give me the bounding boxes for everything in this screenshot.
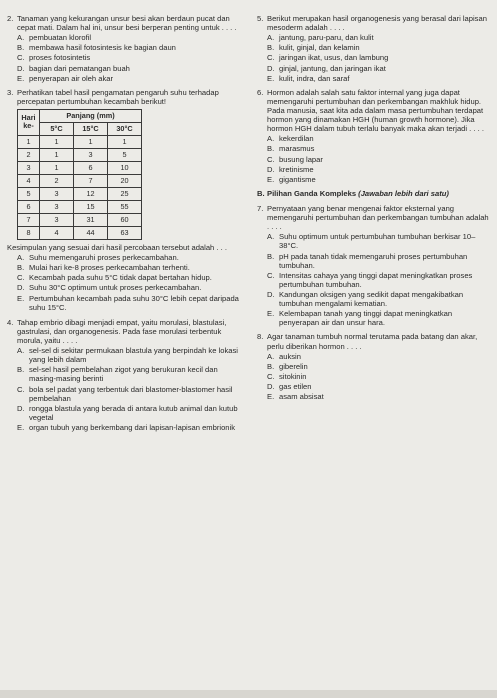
option-c[interactable]: C. sitokinin: [267, 371, 307, 381]
option-e[interactable]: E. Pertumbuhan kecambah pada suhu 30°C lebih cepat daripada suhu 15°C.: [17, 293, 239, 312]
option-d[interactable]: D. ginjal, jantung, dan jaringan ikat: [267, 63, 386, 73]
question-number: 2.: [7, 14, 14, 23]
option-c[interactable]: C. bola sel padat yang terbentuk dari blastomer-blastomer hasil pembelahan: [17, 384, 233, 403]
section-note: (Jawaban lebih dari satu): [358, 188, 449, 198]
option-d[interactable]: D. bagian dari pematangan buah: [17, 63, 130, 73]
question-text: Agar tanaman tumbuh normal terutama pada batang dan akar, perlu diberikan hormon . . . .: [267, 332, 478, 351]
option-b[interactable]: B. kulit, ginjal, dan kelamin: [267, 43, 360, 53]
option-d[interactable]: D. gas etilen: [267, 381, 312, 391]
option-a[interactable]: A. jantung, paru-paru, dan kulit: [267, 33, 374, 43]
left-column: [7, 14, 243, 437]
question-3-options: [17, 253, 243, 312]
question-text: Tahap embrio dibagi menjadi empat, yaitu morulasi, blastulasi, gastrulasi, dan organogenesis. Pada fase morulasi terbentuk morula, yaitu . . . .: [17, 317, 227, 345]
section-title: Pilihan Ganda Kompleks: [267, 188, 357, 198]
option-e[interactable]: E. asam absisat: [267, 392, 324, 402]
right-column: [257, 14, 489, 406]
conclusion-text: Kesimpulan yang sesuai dari hasil percobaan tersebut adalah . . .: [7, 242, 227, 252]
option-b[interactable]: B. pH pada tanah tidak memengaruhi proses pertumbuhan tumbuhan.: [267, 251, 468, 270]
question-number: 6.: [257, 87, 264, 97]
question-5: [257, 14, 489, 83]
option-c[interactable]: C. busung lapar: [267, 154, 323, 164]
question-2: [7, 14, 243, 83]
question-text: Tanaman yang kekurangan unsur besi akan berdaun pucat dan cepat mati. Dalam hal ini, unsur besi berperan penting untuk . . . .: [17, 14, 237, 33]
option-a[interactable]: A. kekerdilan: [267, 134, 314, 144]
option-a[interactable]: A. Suhu optimum untuk pertumbuhan tumbuhan berkisar 10–38°C.: [267, 232, 476, 251]
table-row: 6 3 15 55: [18, 200, 142, 213]
option-a[interactable]: A. pembuatan klorofil: [17, 33, 92, 43]
table-row: 1 1 1 1: [18, 135, 142, 148]
option-b[interactable]: B. Mulai hari ke-8 proses perkecambahan terhenti.: [17, 263, 190, 273]
option-a[interactable]: A. auksin: [267, 351, 301, 361]
option-c[interactable]: C. proses fotosintetis: [17, 53, 91, 63]
question-number: 5.: [257, 14, 264, 23]
question-3: [7, 88, 243, 240]
question-6: [257, 88, 489, 184]
question-8: [257, 332, 489, 401]
table-row: 3 1 6 10: [18, 161, 142, 174]
option-d[interactable]: D. kretinisme: [267, 164, 314, 174]
option-e[interactable]: E. gigantisme: [267, 174, 316, 184]
option-a[interactable]: A. Suhu memengaruhi proses perkecambahan.: [17, 253, 179, 263]
option-b[interactable]: B. marasmus: [267, 144, 315, 154]
option-b[interactable]: B. sel-sel hasil pembelahan zigot yang berukuran kecil dan masing-masing berinti: [17, 365, 218, 384]
header-5c: 5°C: [40, 122, 74, 135]
header-15c: 15°C: [74, 122, 108, 135]
table-row: 5 3 12 25: [18, 187, 142, 200]
option-d[interactable]: D. rongga blastula yang berada di antara kutub animal dan kutub vegetal: [17, 403, 238, 422]
option-e[interactable]: E. organ tubuh yang berkembang dari lapisan-lapisan embrionik: [17, 422, 236, 432]
question-4: [7, 318, 243, 432]
table-row: 8 4 44 63: [18, 226, 142, 239]
table-row: 2 1 3 5: [18, 148, 142, 161]
question-text: Pernyataan yang benar mengenai faktor eksternal yang memengaruhi pertumbuhan dan perkembangan tumbuhan adalah . . . .: [267, 203, 489, 232]
option-e[interactable]: E. Kelembapan tanah yang tinggi dapat meningkatkan penyerapan air dan unsur hara.: [267, 309, 453, 328]
option-b[interactable]: B. giberelin: [267, 361, 308, 371]
page-footer-strip: [0, 690, 497, 698]
option-c[interactable]: C. Intensitas cahaya yang tinggi dapat meningkatkan proses pertumbuhan tumbuhan.: [267, 270, 473, 289]
question-number: 4.: [7, 317, 14, 327]
option-c[interactable]: C. Kecambah pada suhu 5°C tidak dapat bertahan hidup.: [17, 273, 212, 283]
question-text: Hormon adalah salah satu faktor internal yang juga dapat memengaruhi pertumbuhan dan perkembangan makhluk hidup. Pada manusia, saat kita ada dalam masa pertumbuhan terdapat hormon yang dinamakan HGH (human growth hormone). Jika hormon HGH dalam tubuh terlalu banyak maka akan terjadi . . . .: [267, 87, 484, 134]
sprout-table: [17, 109, 142, 240]
header-length: Panjang (mm): [40, 109, 142, 122]
option-d[interactable]: D. Kandungan oksigen yang sedikit dapat mengakibatkan tumbuhan mengalami kematian.: [267, 289, 464, 309]
question-text: Berikut merupakan hasil organogenesis yang berasal dari lapisan mesoderm adalah . . . .: [267, 14, 487, 33]
question-number: 8.: [257, 332, 264, 342]
option-a[interactable]: A. sel-sel di sekitar permukaan blastula yang berpindah ke lokasi yang lebih dalam: [17, 346, 238, 365]
question-number: 7.: [257, 203, 264, 213]
option-d[interactable]: D. Suhu 30°C optimum untuk proses perkecambahan.: [17, 283, 202, 293]
header-30c: 30°C: [108, 122, 142, 135]
table-row: 7 3 31 60: [18, 213, 142, 226]
question-7: [257, 204, 489, 327]
option-e[interactable]: E. penyerapan air oleh akar: [17, 73, 114, 83]
option-b[interactable]: B. membawa hasil fotosintesis ke bagian daun: [17, 43, 176, 53]
section-b-heading: B. Pilihan Ganda Kompleks (Jawaban lebih dari satu): [257, 188, 449, 198]
question-number: 3.: [7, 87, 14, 97]
table-row: 4 2 7 20: [18, 174, 142, 187]
question-text: Perhatikan tabel hasil pengamatan pengaruh suhu terhadap percepatan pertumbuhan kecambah berikut!: [17, 87, 219, 106]
option-c[interactable]: C. jaringan ikat, usus, dan lambung: [267, 53, 389, 63]
header-day: Hari ke-: [18, 109, 40, 135]
option-e[interactable]: E. kulit, indra, dan saraf: [267, 73, 350, 83]
